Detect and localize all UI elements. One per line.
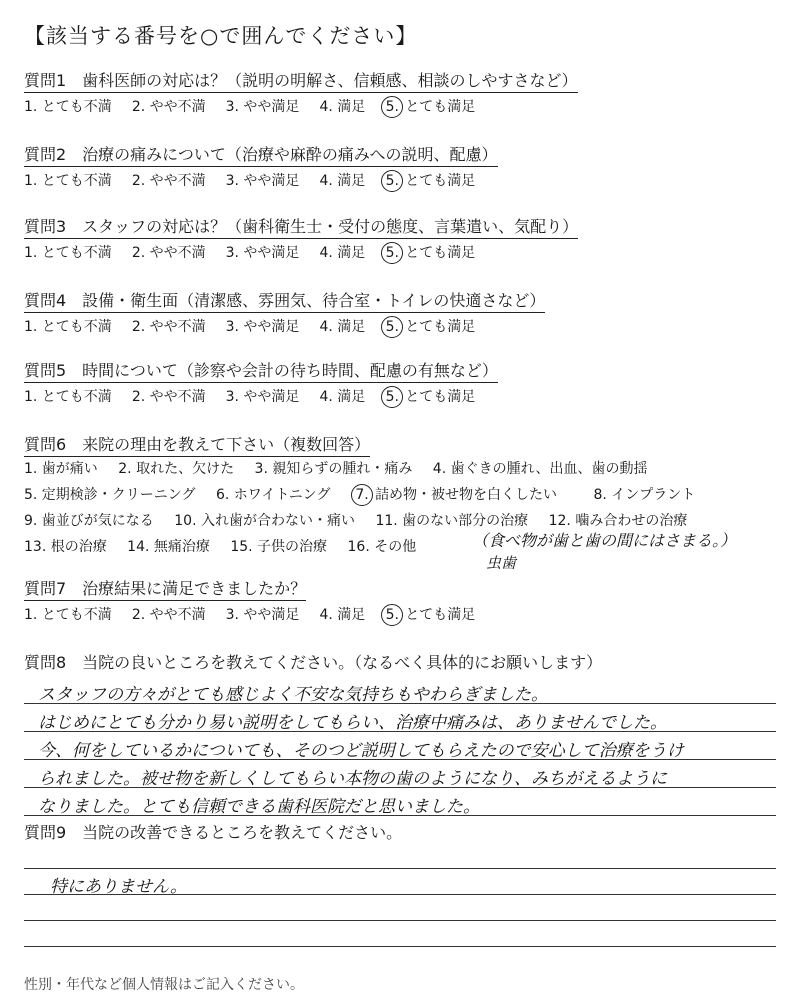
q6-other-handwritten: （食べ物が歯と歯の間にはさまる。） bbox=[472, 531, 737, 550]
q3-options bbox=[24, 242, 495, 264]
page-title: 【該当する番号を○で囲んでください】 bbox=[24, 24, 418, 48]
q8-answer-line-2: はじめにとても分かり易い説明をしてもらい、治療中痛みは、ありませんでした。 bbox=[38, 713, 667, 733]
q3-option-3[interactable]: 3. やや満足 bbox=[225, 245, 300, 261]
q1-option-5-selected[interactable]: 5. とても満足 bbox=[385, 96, 475, 118]
q6-option-6[interactable]: 6. ホワイトニング bbox=[215, 487, 331, 503]
q6-option-12[interactable]: 12. 噛み合わせの治療 bbox=[548, 513, 688, 529]
q7-option-4[interactable]: 4. 満足 bbox=[319, 607, 366, 623]
q2-option-3[interactable]: 3. やや満足 bbox=[225, 173, 300, 189]
q2-options bbox=[24, 170, 495, 192]
q3-option-4[interactable]: 4. 満足 bbox=[319, 245, 366, 261]
q8-answer-line-1: スタッフの方々がとても感じよく不安な気持ちもやわらぎました。 bbox=[38, 685, 548, 705]
q8-answer-line-4: られました。被せ物を新しくしてもらい本物の歯のようになり、みちがえるように bbox=[38, 769, 667, 789]
answer-rule bbox=[24, 868, 776, 869]
q5-option-4[interactable]: 4. 満足 bbox=[319, 389, 366, 405]
q6-title: 質問6 来院の理由を教えて下さい（複数回答） bbox=[24, 432, 370, 457]
q8-answer-line-3: 今、何をしているかについても、そのつど説明してもらえたので安心して治療をうけ bbox=[38, 741, 684, 761]
q5-option-5-selected[interactable]: 5. とても満足 bbox=[385, 386, 475, 408]
q6-option-8[interactable]: 8. インプラント bbox=[593, 487, 696, 503]
q6-option-13[interactable]: 13. 根の治療 bbox=[24, 539, 107, 555]
q7-option-3[interactable]: 3. やや満足 bbox=[225, 607, 300, 623]
q4-option-1[interactable]: 1. とても不満 bbox=[24, 319, 112, 335]
q1-option-2[interactable]: 2. やや不満 bbox=[131, 99, 206, 115]
q3-option-2[interactable]: 2. やや不満 bbox=[131, 245, 206, 261]
q3-title: 質問3 スタッフの対応は？（歯科衛生士・受付の態度、言葉遣い、気配り） bbox=[24, 214, 578, 239]
q6-row-3 bbox=[24, 510, 703, 530]
q6-row-1 bbox=[24, 458, 663, 478]
q6-row-2 bbox=[24, 484, 711, 506]
q6-option-5[interactable]: 5. 定期検診・クリーニング bbox=[24, 487, 196, 503]
q7-option-2[interactable]: 2. やや不満 bbox=[131, 607, 206, 623]
q2-option-2[interactable]: 2. やや不満 bbox=[131, 173, 206, 189]
answer-rule bbox=[24, 920, 776, 921]
q6-other-handwritten-2: 虫歯 bbox=[486, 554, 517, 572]
q7-option-1[interactable]: 1. とても不満 bbox=[24, 607, 112, 623]
q3-option-5-selected[interactable]: 5. とても満足 bbox=[385, 242, 475, 264]
q2-option-4[interactable]: 4. 満足 bbox=[319, 173, 366, 189]
q1-title: 質問1 歯科医師の対応は？（説明の明解さ、信頼感、相談のしやすさなど） bbox=[24, 68, 578, 93]
q6-option-16[interactable]: 16. その他 bbox=[347, 539, 417, 555]
q1-option-1[interactable]: 1. とても不満 bbox=[24, 99, 112, 115]
q9-title: 質問9 当院の改善できるところを教えてください。 bbox=[24, 823, 403, 842]
q4-option-2[interactable]: 2. やや不満 bbox=[131, 319, 206, 335]
q5-options bbox=[24, 386, 495, 408]
q4-option-3[interactable]: 3. やや満足 bbox=[225, 319, 300, 335]
q4-option-5-selected[interactable]: 5. とても満足 bbox=[385, 316, 475, 338]
q7-option-5-selected[interactable]: 5. とても満足 bbox=[385, 604, 475, 626]
q6-option-1[interactable]: 1. 歯が痛い bbox=[24, 461, 98, 477]
q4-options bbox=[24, 316, 495, 338]
q1-option-3[interactable]: 3. やや満足 bbox=[225, 99, 300, 115]
q5-title: 質問5 時間について（診察や会計の待ち時間、配慮の有無など） bbox=[24, 358, 498, 383]
q7-options bbox=[24, 604, 495, 626]
q1-option-4[interactable]: 4. 満足 bbox=[319, 99, 366, 115]
q2-option-5-selected[interactable]: 5. とても満足 bbox=[385, 170, 475, 192]
q6-option-11[interactable]: 11. 歯のない部分の治療 bbox=[375, 513, 529, 529]
q9-answer-line-1: 特にありません。 bbox=[50, 877, 188, 897]
q3-option-1[interactable]: 1. とても不満 bbox=[24, 245, 112, 261]
q8-answer-line-5: なりました。とても信頼できる歯科医院だと思いました。 bbox=[38, 797, 480, 817]
q1-options bbox=[24, 96, 495, 118]
q5-option-1[interactable]: 1. とても不満 bbox=[24, 389, 112, 405]
q2-option-1[interactable]: 1. とても不満 bbox=[24, 173, 112, 189]
q4-option-4[interactable]: 4. 満足 bbox=[319, 319, 366, 335]
q8-title: 質問8 当院の良いところを教えてください。（なるべく具体的にお願いします） bbox=[24, 653, 603, 672]
q6-option-4[interactable]: 4. 歯ぐきの腫れ、出血、歯の動揺 bbox=[432, 461, 648, 477]
q6-option-3[interactable]: 3. 親知らずの腫れ・痛み bbox=[254, 461, 413, 477]
q6-option-2[interactable]: 2. 取れた、欠けた bbox=[118, 461, 235, 477]
footer-note: 性別・年代など個人情報はご記入ください。 bbox=[24, 977, 304, 993]
answer-rule bbox=[24, 946, 776, 947]
q6-option-7-selected[interactable]: 7. 詰め物・被せ物を白くしたい bbox=[351, 487, 573, 503]
q5-option-3[interactable]: 3. やや満足 bbox=[225, 389, 300, 405]
q7-title: 質問7 治療結果に満足できましたか？ bbox=[24, 576, 306, 601]
q6-option-15[interactable]: 15. 子供の治療 bbox=[230, 539, 328, 555]
q5-option-2[interactable]: 2. やや不満 bbox=[131, 389, 206, 405]
q4-title: 質問4 設備・衛生面（清潔感、雰囲気、待合室・トイレの快適さなど） bbox=[24, 288, 545, 313]
q6-option-10[interactable]: 10. 入れ歯が合わない・痛い bbox=[174, 513, 355, 529]
q6-option-9[interactable]: 9. 歯並びが気になる bbox=[24, 513, 154, 529]
q6-row-4 bbox=[24, 536, 432, 556]
q2-title: 質問2 治療の痛みについて（治療や麻酔の痛みへの説明、配慮） bbox=[24, 142, 498, 167]
q6-option-14[interactable]: 14. 無痛治療 bbox=[127, 539, 210, 555]
